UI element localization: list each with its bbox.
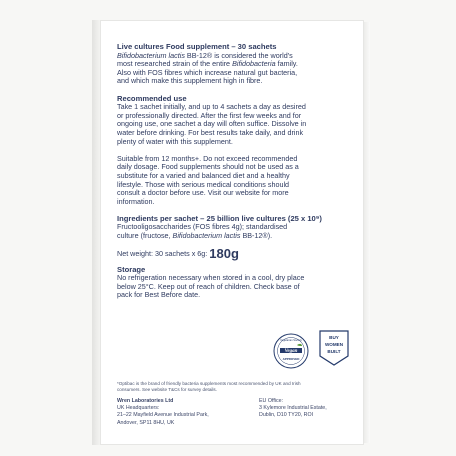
- eu-office-label: EU Office:: [259, 398, 284, 404]
- intro-line-4: and which make this supplement high in fibre.: [117, 76, 263, 86]
- label-text: [117, 43, 353, 300]
- suitability-line: Suitable from 12 months+. Do not exceed recommended: [117, 153, 298, 163]
- buy-women-built-icon: [319, 330, 349, 366]
- ingredients-line-2-start: culture (fructose,: [117, 231, 173, 241]
- ingredients-line-2-end: BB-12®).: [240, 231, 273, 241]
- recommended-use-title: Recommended use: [117, 93, 187, 103]
- storage-line: No refrigeration necessary when stored in a cool, dry place: [117, 273, 305, 283]
- bwb-line-3: BUILT: [327, 349, 341, 354]
- suitability-line: information.: [117, 196, 155, 206]
- eu-address-line-1: 3 Kylemore Industrial Estate,: [259, 405, 327, 412]
- product-box-back: [100, 20, 364, 445]
- box-right-edge: [364, 22, 370, 443]
- recommended-use-line: or professionally directed. After the first few weeks and for: [117, 110, 302, 120]
- intro-line-2-end: family.: [275, 59, 298, 69]
- intro-heading: Live cultures Food supplement – 30 sachets: [117, 42, 277, 51]
- suitability-line: lifestyle. Those with serious medical conditions should: [117, 179, 290, 189]
- intro-line-2-start: most researched strain of the entire: [117, 59, 233, 69]
- strain-code: BB-12®: [184, 50, 213, 60]
- vegan-society-text: Vegetarian Society: [280, 339, 302, 342]
- eu-address-line-2: Dublin, D10 TY20, ROI: [259, 412, 314, 419]
- certification-logos: [101, 326, 363, 374]
- company-name: Wren Laboratories Ltd: [117, 398, 174, 404]
- bwb-line-2: WOMEN: [324, 342, 344, 347]
- footnote: [117, 381, 349, 393]
- storage-line: pack for Best Before date.: [117, 290, 201, 300]
- eu-address: [259, 398, 359, 420]
- footnote-line-1: *Optibac is the brand of friendly bacteria supplements most recommended by UK and Irish: [117, 381, 301, 386]
- vegan-approved-icon: [273, 333, 309, 369]
- net-weight-label: Net weight: 30 sachets x 6g:: [117, 248, 210, 258]
- recommended-use-line: water before drinking. For best results take daily, and drink: [117, 127, 304, 137]
- ingredients-line-2: [117, 232, 353, 241]
- footnote-line-2: consumers. See website T&Cs for survey details.: [117, 387, 217, 392]
- vegan-approved-text: APPROVED: [282, 357, 300, 361]
- suitability-line: consult a doctor before use. Visit our website for more: [117, 188, 289, 198]
- recommended-use-line: Take 1 sachet initially, and up to 4 sachets a day as desired: [117, 102, 306, 112]
- uk-address: [117, 398, 247, 427]
- ingredients-line-1: Fructooligosaccharides (FOS fibres 4g); standardised: [117, 222, 288, 232]
- storage-line: below 25°C. Keep out of reach of children. Check base of: [117, 281, 300, 291]
- recommended-use-line: plenty of water with this supplement.: [117, 136, 233, 146]
- net-weight: [117, 247, 353, 260]
- suitability-line: substitute for a varied and balanced diet and a healthy: [117, 170, 290, 180]
- intro-line-3: Also with FOS fibres which increase natural gut bacteria,: [117, 67, 298, 77]
- ingredients-strain: Bifidobacterium lactis: [172, 231, 241, 241]
- box-side-shadow: [92, 20, 100, 445]
- intro-line-2-italic: Bifidobacteria: [232, 59, 276, 69]
- recommended-use-line: ongoing use, one sachet a day will often suffice. Dissolve in: [117, 119, 307, 129]
- net-weight-value: 180g: [209, 245, 239, 261]
- strain-name: Bifidobacterium lactis: [117, 50, 185, 60]
- uk-address-line-2: Andover, SP11 8HU, UK: [117, 419, 175, 426]
- uk-address-line-1: 21–22 Mayfield Avenue Industrial Park,: [117, 412, 209, 419]
- suitability-line: daily dosage. Food supplements should not be used as a: [117, 162, 299, 172]
- vegan-word: Vegan: [284, 349, 298, 355]
- ingredients-title: Ingredients per sachet – 25 billion live cultures (25 x 10⁹): [117, 213, 322, 223]
- storage-title: Storage: [117, 264, 146, 274]
- intro-line-1-rest: is considered the world's: [212, 50, 293, 60]
- uk-hq-label: UK Headquarters:: [117, 405, 160, 412]
- bwb-line-1: BUY: [329, 335, 339, 340]
